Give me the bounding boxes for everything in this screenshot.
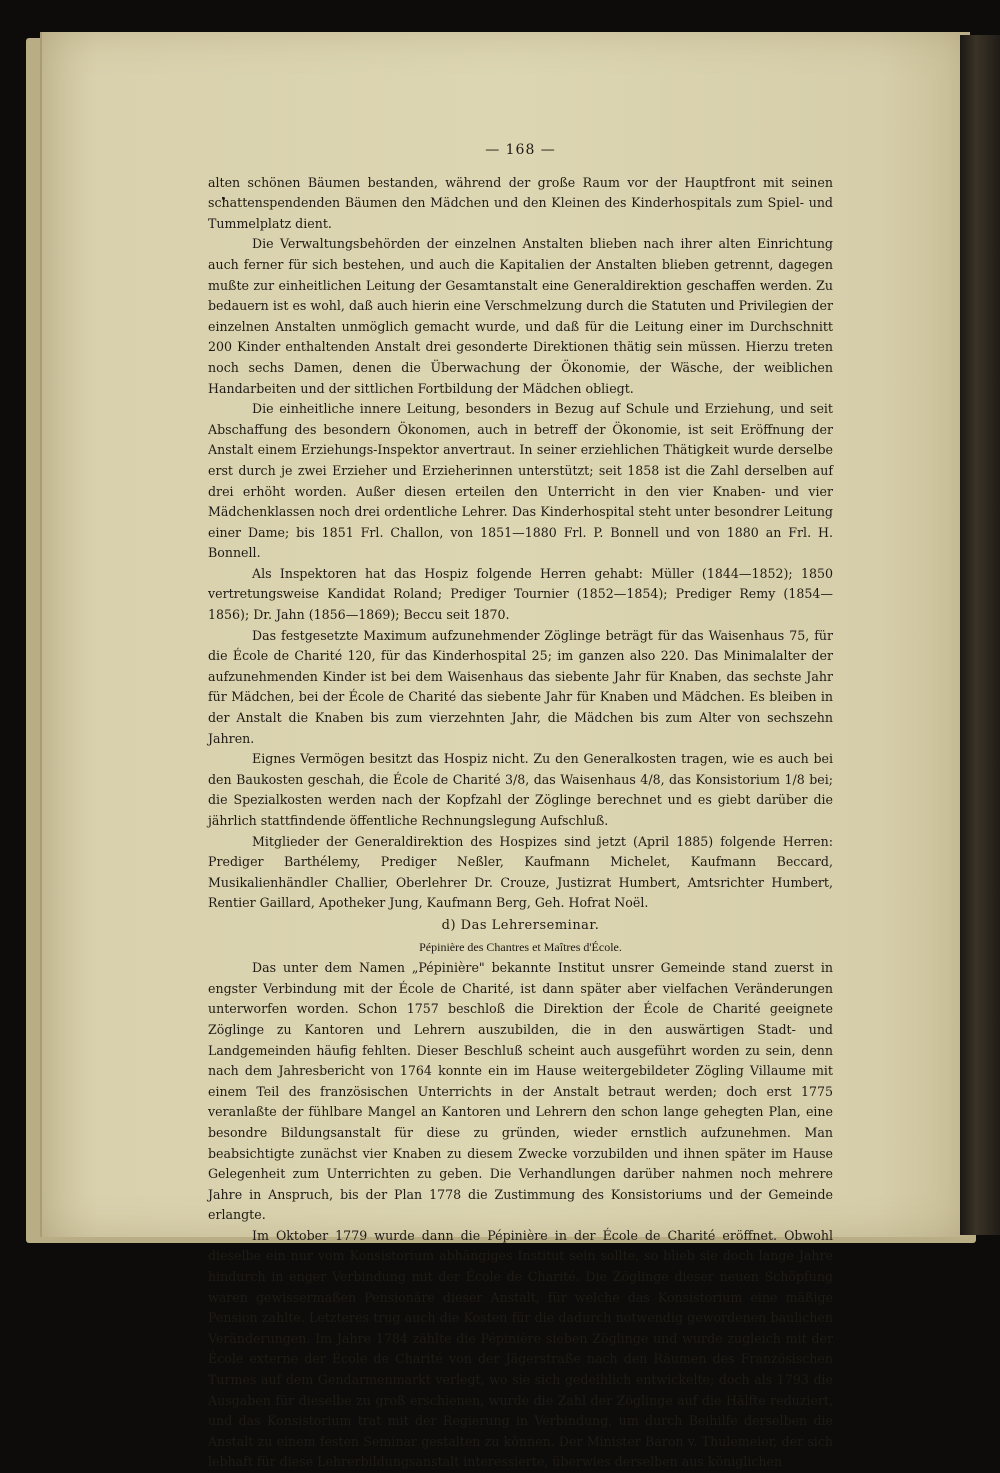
paragraph: alten schönen Bäumen bestanden, während der große Raum vor der Hauptfront mit seinen schattenspendenden Bäumen den Mädchen und den Kleinen des Kinderhospitals zum Spiel- und Tummelplatz dient.	[208, 174, 833, 231]
paragraph: Das festgesetzte Maximum aufzunehmender Zöglinge beträgt für das Waisenhaus 75, für die École de Charité 120, für das Kinderhospital 25; im ganzen also 220. Das Minimalalter der aufzunehmenden Kinder ist bei dem Waisenhaus das siebente Jahr für Knaben, das sechste Jahr für Mädchen, bei der École de Charité das siebente Jahr für Knaben und Mädchen. Es bleiben in der Anstalt die Knaben bis zum vierzehnten Jahr, die Mädchen bis zum Alter von sechszehn Jahren.	[208, 627, 833, 746]
section-heading: d) Das Lehrerseminar.	[441, 917, 600, 933]
paragraph: Als Inspektoren hat das Hospiz folgende Herren gehabt: Müller (1844—1852); 1850 vertretungsweise Kandidat Roland; Prediger Tournier (1852—1854); Prediger Remy (1854—1856); Dr. Jahn (1856—1869); Beccu seit 1870.	[208, 565, 833, 623]
page-number: — 168 —	[485, 142, 556, 158]
paragraph: Das unter dem Namen „Pépinière" bekannte Institut unsrer Gemeinde stand zuerst in engster Verbindung mit der École de Charité, ist dann später aber vielfachen Veränderungen unterworfen worden. Schon 1757 beschloß die Direktion der École de Charité geeignete Zöglinge zu Kantoren und Lehrern auszubilden, die in den auswärtigen Stadt- und Landgemeinden häufig fehlten. Dieser Beschluß scheint auch ausgeführt worden zu sein, denn nach dem Jahresbericht von 1764 konnte ein im Hause weitergebildeter Zögling Villaume mit einem Teil des französischen Unterrichts in der Anstalt betraut werden; doch erst 1775 veranlaßte der fühlbare Mangel an Kantoren und Lehrern den schon lange gehegten Plan, eine besondre Bildungsanstalt für diese zu gründen, wieder ernstlich aufzunehmen. Man beabsichtigte zunächst vier Knaben zu diesem Zwecke vorzubilden und ihnen später im Hause Gelegenheit zum Unterrichten zu geben. Die Verhandlungen darüber nahmen noch mehrere Jahre in Anspruch, bis der Plan 1778 die Zustimmung des Konsistoriums und der Gemeinde erlangte.	[208, 960, 833, 1223]
paragraph: Eignes Vermögen besitzt das Hospiz nicht. Zu den Generalkosten tragen, wie es auch bei den Baukosten geschah, die École de Charité 3/8, das Waisenhaus 4/8, das Konsistorium 1/8 bei; die Spezialkosten werden nach der Kopfzahl der Zöglinge berechnet und es giebt darüber die jährlich stattfindende öffentliche Rechnungslegung Aufschluß.	[208, 751, 833, 828]
page-text	[208, 40, 833, 1473]
section-subheading: Pépinière des Chantres et Maîtres d'École.	[419, 939, 622, 954]
paragraph: Im Oktober 1779 wurde dann die Pépinière in der École de Charité eröffnet. Obwohl dieselbe ein nur vom Konsistorium abhängiges Institut sein sollte, so blieb sie doch lange Jahre hindurch in enger Verbindung mit der École de Charité. Die Zöglinge dieser neuen Schöpfung waren gewissermaßen Pensionäre dieser Anstalt, für welche das Konsistorium eine mäßige Pension zahlte. Letzteres trug auch die Kosten für die dadurch notwendig gewordenen baulichen Veränderungen. Im Jahre 1784 zählte die Pépinière sieben Zöglinge und wurde zugleich mit der École externe der École de Charité von der Jägerstraße nach den Räumen des Französischen Turmes auf dem Gendarmenmarkt verlegt, wo sie sich gedeihlich entwickelte; doch als 1793 die Ausgaben für dieselbe zu groß erschienen, wurde die Zahl der Zöglinge auf die Hälfte reduziert, und das Konsistorium trat mit der Regierung in Verbindung, um durch Beihilfe derselben die Anstalt zu einem festen Seminar gestalten zu können. Der Minister Baron v. Thulemeier, der sich lebhaft für diese Lehrerbildungsanstalt interessierte, überwies derselben aus königlichen	[208, 1227, 833, 1470]
book-binding-edge	[960, 35, 1000, 1235]
paragraph: Die einheitliche innere Leitung, besonders in Bezug auf Schule und Erziehung, und seit Abschaffung des besondern Ökonomen, auch in betreff der Ökonomie, ist seit Eröffnung der Anstalt einem Erziehungs-Inspektor anvertraut. In seiner erziehlichen Thätigkeit wurde derselbe erst durch je zwei Erzieher und Erzieherinnen unterstützt; seit 1858 ist die Zahl derselben auf drei erhöht worden. Außer diesen erteilen den Unterricht in den vier Knaben- und vier Mädchenklassen noch drei ordentliche Lehrer. Das Kinderhospital steht unter besondrer Leitung einer Dame; bis 1851 Frl. Challon, von 1851—1880 Frl. P. Bonnell und von 1880 an Frl. H. Bonnell.	[208, 401, 833, 561]
paragraph: Die Verwaltungsbehörden der einzelnen Anstalten blieben nach ihrer alten Einrichtung auch ferner für sich bestehen, und auch die Kapitalien der Anstalten blieben getrennt, dagegen mußte zur einheitlichen Leitung der Gesamtanstalt eine Generaldirektion geschaffen werden. Zu bedauern ist es wohl, daß auch hierin eine Verschmelzung durch die Statuten und Privilegien der einzelnen Anstalten unmöglich gemacht wurde, und daß für die Leitung einer im Durchschnitt 200 Kinder enthaltenden Anstalt drei gesonderte Direktionen thätig sein müssen. Hierzu treten noch sechs Damen, denen die Überwachung der Ökonomie, der Wäsche, der weiblichen Handarbeiten und der sittlichen Fortbildung der Mädchen obliegt.	[208, 236, 833, 396]
paragraph: Mitglieder der Generaldirektion des Hospizes sind jetzt (April 1885) folgende Herren: Prediger Barthélemy, Prediger Neßler, Kaufmann Michelet, Kaufmann Beccard, Musikalienhändler Challier, Oberlehrer Dr. Crouze, Justizrat Humbert, Amtsrichter Humbert, Rentier Gaillard, Apotheker Jung, Kaufmann Berg, Geh. Hofrat Noël.	[208, 833, 833, 911]
